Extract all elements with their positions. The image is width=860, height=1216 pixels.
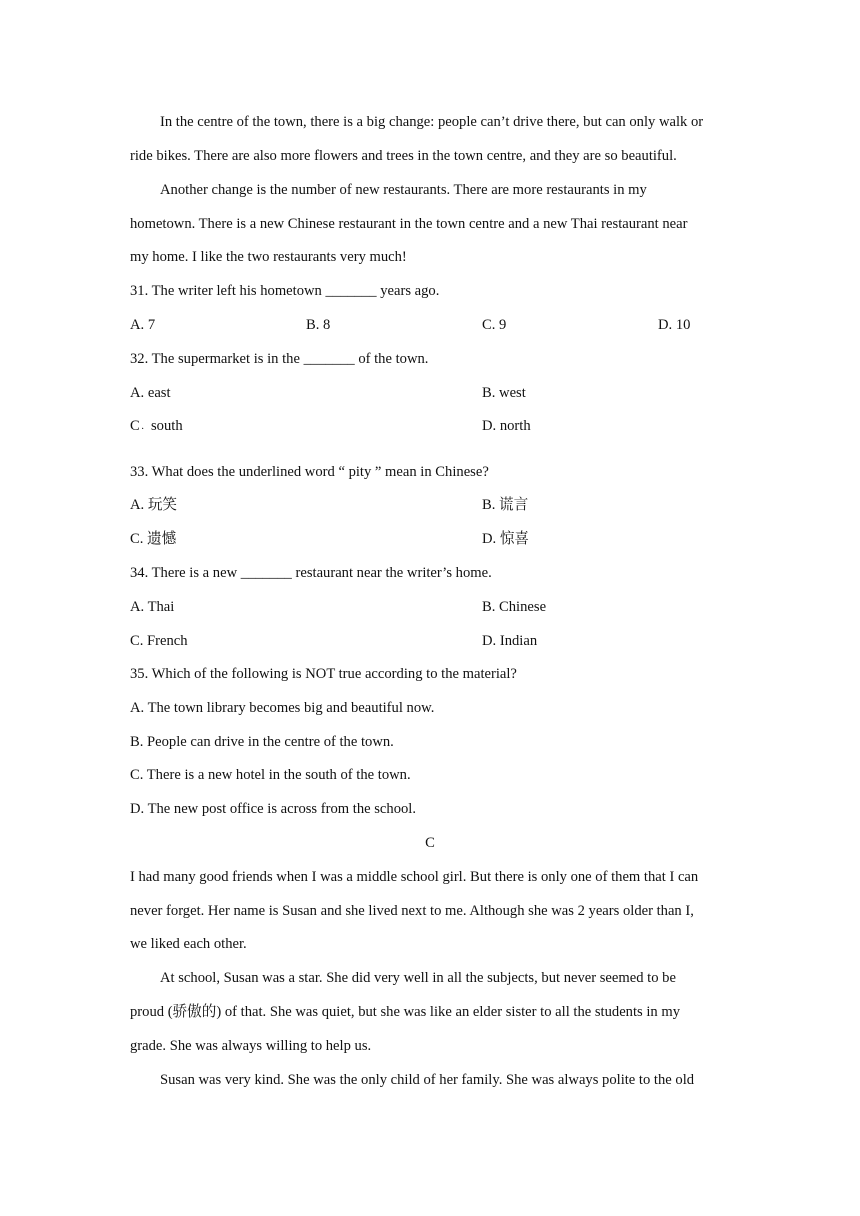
question-33-option-d: D. 惊喜 (482, 531, 530, 547)
passage-c-line: proud (骄傲的) of that. She was quiet, but she was like an elder sister to all the students in my (130, 1004, 681, 1020)
question-32-option-b: B. west (482, 385, 526, 401)
passage-c-line: Susan was very kind. She was the only child of her family. She was always polite to the old (160, 1072, 695, 1088)
passage-c-line: grade. She was always willing to help us. (130, 1038, 372, 1054)
question-34-option-c: C. French (130, 633, 188, 649)
question-31-option-c: C. 9 (482, 317, 507, 333)
question-32-stem: 32. The supermarket is in the _______ of the town. (130, 351, 429, 367)
question-33-stem: 33. What does the underlined word “ pity ” mean in Chinese? (130, 464, 489, 480)
question-35-stem: 35. Which of the following is NOT true according to the material? (130, 666, 517, 682)
question-34-stem: 34. There is a new _______ restaurant near the writer’s home. (130, 565, 492, 581)
question-34-option-b: B. Chinese (482, 599, 547, 615)
question-32-option-c-letter: C (130, 418, 140, 434)
question-33-option-c: C. 遗憾 (130, 531, 177, 547)
question-35-option-b: B. People can drive in the centre of the town. (130, 734, 394, 750)
question-34-option-a: A. Thai (130, 599, 175, 615)
question-31-option-a: A. 7 (130, 317, 156, 333)
question-35-option-a: A. The town library becomes big and beautiful now. (130, 700, 435, 716)
question-32-option-a: A. east (130, 385, 171, 401)
passage-b-line: ride bikes. There are also more flowers and trees in the town centre, and they are so beautiful. (130, 148, 677, 164)
passage-b-line: hometown. There is a new Chinese restaurant in the town centre and a new Thai restaurant near (130, 216, 688, 232)
question-34-option-d: D. Indian (482, 633, 538, 649)
question-33-option-a: A. 玩笑 (130, 497, 178, 513)
passage-b-line: In the centre of the town, there is a big change: people can’t drive there, but can only walk or (160, 114, 704, 130)
passage-c-line: At school, Susan was a star. She did very well in all the subjects, but never seemed to be (160, 970, 676, 986)
question-31-stem: 31. The writer left his hometown _______ years ago. (130, 283, 440, 299)
question-35-option-d: D. The new post office is across from the school. (130, 801, 417, 817)
question-32-option-c-text: south (151, 418, 183, 434)
section-heading: C (425, 835, 435, 851)
passage-c-line: we liked each other. (130, 936, 247, 952)
question-35-option-c: C. There is a new hotel in the south of the town. (130, 767, 411, 783)
option-c-dot: · (141, 424, 145, 435)
passage-c-line: I had many good friends when I was a middle school girl. But there is only one of them that I can (130, 869, 699, 885)
question-31-option-b: B. 8 (306, 317, 331, 333)
question-31-option-d: D. 10 (658, 317, 691, 333)
question-32-option-d: D. north (482, 418, 531, 434)
passage-b-line: my home. I like the two restaurants very much! (130, 249, 407, 265)
passage-b-line: Another change is the number of new restaurants. There are more restaurants in my (160, 182, 647, 198)
passage-c-line: never forget. Her name is Susan and she lived next to me. Although she was 2 years older than I, (130, 903, 694, 919)
question-33-option-b: B. 谎言 (482, 497, 529, 513)
